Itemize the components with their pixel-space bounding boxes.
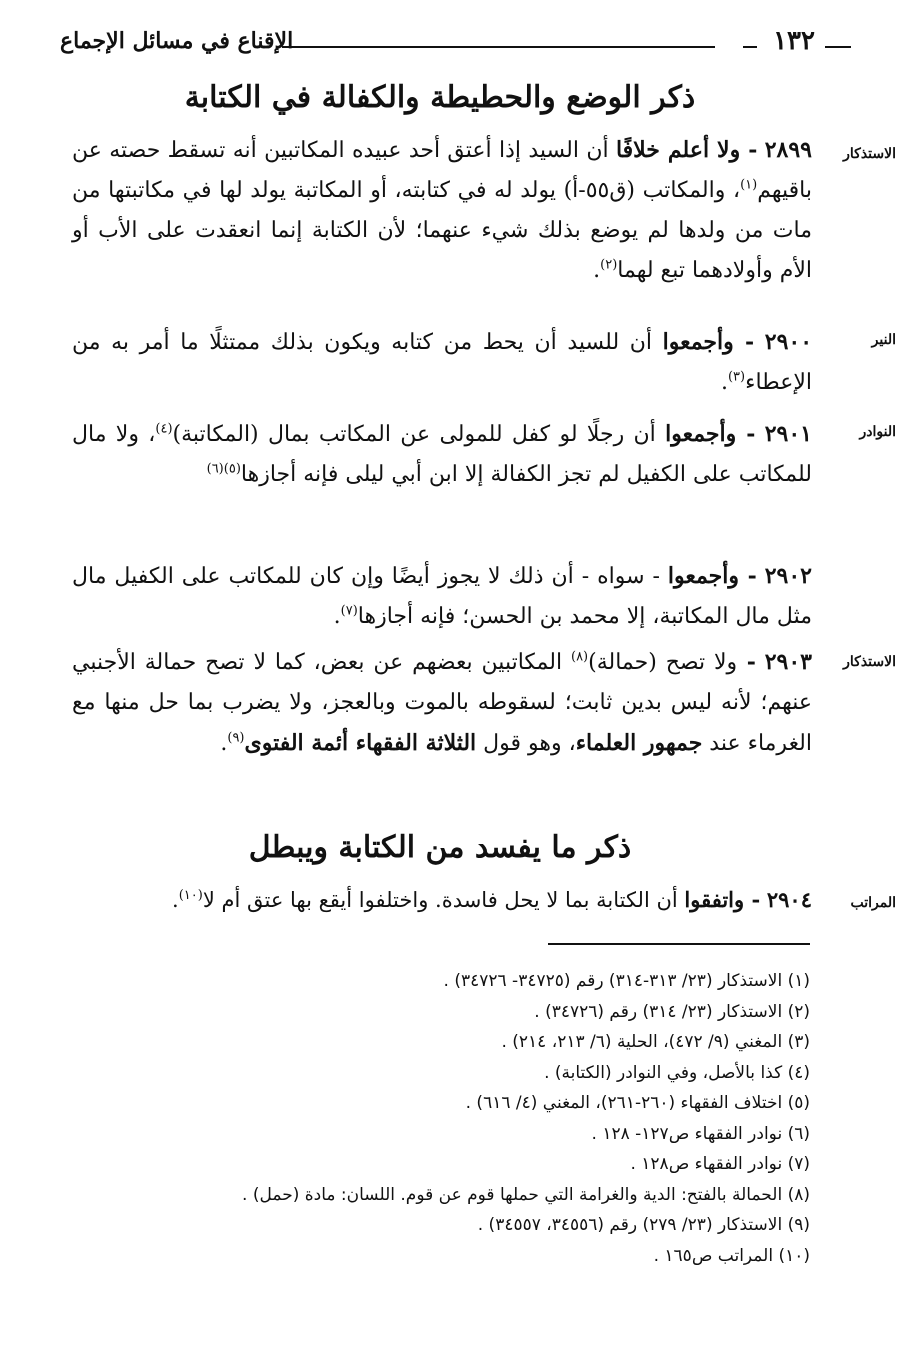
footnote: (١٠) المراتب ص١٦٥ . — [653, 1245, 810, 1266]
entry-text: المكاتبين بعضهم عن بعض، كما لا تصح حمالة الأجنبي عنهم؛ لأنه ليس بدين ثابت؛ لسقوطه بالموت وبالعجز، ولا يضرب بما حل منها مع الغرماء عند — [72, 650, 812, 756]
source-label: الاستذكار — [843, 654, 896, 670]
entry-number: ٢٨٩٩ — [764, 137, 812, 163]
entry-number: ٢٩٠١ — [764, 421, 812, 447]
footnote-separator — [548, 943, 810, 945]
entry-text: أن رجلًا لو كفل للمولى عن المكاتب بمال (المكاتبة) — [172, 422, 656, 447]
source-label: النوادر — [859, 424, 896, 440]
entry-2902: ٢٩٠٢ - وأجمعوا - سواه - أن ذلك لا يجوز أيضًا وإن كان للمكاتب على الكفيل مال مثل مال المكاتبة، إلا محمد بن الحسن؛ فإنه أجازها$^{(٧)}$. — [72, 563, 812, 629]
footnote-ref: (٩) — [227, 730, 245, 746]
footnote: (٣) المغني (٩/ ٤٧٢)، الحلية (٦/ ٢١٣، ٢١٤) . — [501, 1032, 810, 1052]
header-rule-long — [282, 46, 715, 48]
entry-text: أن السيد إذا أعتق أحد عبيده المكاتبين أنه تسقط حصته عن باقيهم — [72, 138, 812, 203]
footnote: (٧) نوادر الفقهاء ص١٢٨ . — [630, 1154, 810, 1174]
book-title: الإقناع في مسائل الإجماع — [60, 28, 294, 54]
source-label: الاستذكار — [843, 146, 896, 162]
entry-number: ٢٩٠٠ — [764, 329, 813, 355]
source-label: المراتب — [850, 895, 896, 911]
header-rule-short — [743, 46, 757, 48]
footnote: (٦) نوادر الفقهاء ص١٢٧- ١٢٨ . — [591, 1123, 810, 1144]
footnotes — [90, 966, 810, 1271]
entry-text: ولا تصح (حمالة) — [588, 650, 738, 675]
entry-keyword: وأجمعوا — [667, 563, 740, 589]
entry-number: ٢٩٠٤ — [766, 887, 812, 912]
entry-2899: ٢٨٩٩ - ولا أعلم خلافًا أن السيد إذا أعتق أحد عبيده المكاتبين أنه تسقط حصته عن باقيهم$^{(١)}$، والمكاتب (ق٥٥-أ) يولد له في كتابته، أو المكاتبة يولد لها في مكاتبتها من مات من ولدها لم يوضع بذلك شيء عنهما؛ لأن الكتابة إنما انعقدت على الأب أو الأم وأولادهما تبع لهما$^{(٢)}$. — [72, 137, 812, 283]
section-heading: ذكر ما يفسد من الكتابة ويبطل — [248, 830, 632, 865]
entry-text: أن للسيد أن يحط من كتابه ويكون بذلك ممتثلًا ما أمر به من الإعطاء — [72, 330, 812, 395]
footnote-ref: (١٠) — [178, 888, 203, 903]
footnote: (٩) الاستذكار (٢٣/ ٢٧٩) رقم (٣٤٥٥٦، ٣٤٥٥٧) . — [477, 1215, 810, 1235]
footnote: (٥) اختلاف الفقهاء (٢٦٠-٢٦١)، المغني (٤/ ٦١٦) . — [465, 1093, 810, 1113]
source-label: النير — [871, 332, 896, 348]
running-header — [60, 26, 815, 66]
entry-text: ، ولا مال للمكاتب على الكفيل لم تجز الكفالة إلا ابن أبي ليلى فإنه أجازها — [72, 422, 812, 487]
header-rule-right — [825, 46, 851, 48]
entry-emphasis: الثلاثة الفقهاء أئمة الفتوى — [244, 730, 477, 756]
footnote-ref: (١) — [740, 177, 758, 193]
entry-text: ، والمكاتب (ق٥٥-أ) يولد له في كتابته، أو المكاتبة يولد لها في مكاتبتها من مات من ولدها لم يوضع بذلك شيء عنهما؛ لأن الكتابة إنما انعقدت على الأب أو الأم وأولادهما تبع لهما — [72, 178, 812, 283]
footnote-ref: (٢) — [600, 257, 618, 273]
footnote-ref: (٧) — [340, 603, 358, 619]
section-heading: ذكر الوضع والحطيطة والكفالة في الكتابة — [184, 80, 696, 115]
entry-emphasis: جمهور العلماء — [575, 730, 703, 756]
entry-2903: ٢٩٠٣ - ولا تصح (حمالة)$^{(٨)}$ المكاتبين بعضهم عن بعض، كما لا تصح حمالة الأجنبي عنهم؛ لأنه ليس بدين ثابت؛ لسقوطه بالموت وبالعجز، ولا يضرب بما حل منها مع الغرماء عند جمهور العلماء، وهو قول الثلاثة الفقهاء أئمة الفتوى$^{(٩)}$. — [72, 649, 812, 756]
entry-text: أن الكتابة بما لا يحل فاسدة. واختلفوا أيقع بها عتق أم لا — [202, 888, 678, 912]
entry-keyword: وأجمعوا — [662, 329, 734, 355]
footnote-ref: (٣) — [727, 369, 746, 385]
footnote: (١) الاستذكار (٢٣/ ٣١٣-٣١٤) رقم (٣٤٧٢٥- ٣٤٧٢٦) . — [443, 971, 810, 991]
footnote-ref: (٥)(٦) — [206, 461, 241, 477]
footnote: (٤) كذا بالأصل، وفي النوادر (الكتابة) . — [544, 1062, 810, 1083]
footnote-ref: (٤) — [155, 421, 173, 437]
entry-text: - سواه - أن ذلك لا يجوز أيضًا وإن كان للمكاتب على الكفيل مال مثل مال المكاتبة، إلا محمد بن الحسن؛ فإنه أجازها — [72, 564, 812, 629]
entry-2901: ٢٩٠١ - وأجمعوا أن رجلًا لو كفل للمولى عن المكاتب بمال (المكاتبة)$^{(٤)}$، ولا مال للمكاتب على الكفيل لم تجز الكفالة إلا ابن أبي ليلى فإنه أجازها$^{(٥)(٦)}$ — [72, 421, 812, 487]
page-number: ١٣٢ — [773, 26, 815, 56]
footnote: (٨) الحمالة بالفتح: الدية والغرامة التي حملها قوم عن قوم. اللسان: مادة (حمل) . — [242, 1184, 810, 1205]
entry-number: ٢٩٠٢ — [764, 563, 812, 589]
entry-2900: ٢٩٠٠ - وأجمعوا أن للسيد أن يحط من كتابه ويكون بذلك ممتثلًا ما أمر به من الإعطاء$^{(٣)}$. — [72, 329, 813, 395]
entry-keyword: ولا أعلم خلافًا — [615, 137, 741, 163]
entry-number: ٢٩٠٣ — [764, 649, 812, 675]
footnote: (٢) الاستذكار (٢٣/ ٣١٤) رقم (٣٤٧٢٦) . — [534, 1001, 810, 1022]
footnote-ref: (٨) — [570, 649, 589, 665]
entry-keyword: واتفقوا — [684, 887, 745, 912]
entry-keyword: وأجمعوا — [665, 421, 737, 447]
entry-2904: ٢٩٠٤ - واتفقوا أن الكتابة بما لا يحل فاسدة. واختلفوا أيقع بها عتق أم لا$^{(١٠)}$. — [172, 887, 812, 912]
